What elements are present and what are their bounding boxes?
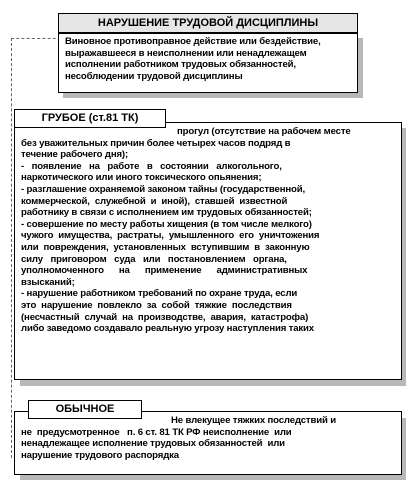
gross-box: [14, 122, 402, 380]
gross-line: - разглашение охраняемой законом тайны (государственной,: [21, 183, 305, 195]
gross-line: - появление на работе в состоянии алкогольного,: [21, 160, 282, 172]
connector-line: [11, 38, 61, 39]
ordinary-box: [14, 411, 402, 475]
gross-line: течение рабочего дня);: [21, 149, 129, 161]
connector-line: [11, 38, 12, 458]
gross-line: взысканий;: [21, 276, 75, 288]
gross-line: - нарушение работником требований по охране труда, если: [21, 288, 298, 300]
gross-line: уполномоченного на применение административных: [21, 265, 308, 277]
gross-line: работнику в связи с исполнением им трудовых обязанностей;: [21, 207, 312, 219]
definition-text: [65, 36, 351, 82]
ordinary-label: ОБЫЧНОЕ: [28, 400, 142, 419]
definition-line: выражавшееся в неисполнении или ненадлежащем: [65, 47, 307, 59]
gross-line: или повреждения, установленных вступившим в законную: [21, 241, 310, 253]
definition-line: несоблюдении трудовой дисциплины: [65, 70, 243, 82]
gross-line: коммерческой, служебной и иной), ставшей известной: [21, 195, 288, 207]
gross-line: без уважительных причин более четырех часов подряд в: [21, 137, 291, 149]
gross-line: это нарушение повлекло за собой тяжкие последствия: [21, 299, 292, 311]
gross-line: (несчастный случай на производстве, авария, катастрофа): [21, 311, 309, 323]
gross-line: силу приговором суда или постановлением органа,: [21, 253, 287, 265]
violation-title: НАРУШЕНИЕ ТРУДОВОЙ ДИСЦИПЛИНЫ: [58, 13, 358, 33]
definition-line: исполнении работником трудовых обязанностей,: [65, 59, 296, 71]
gross-line: чужого имущества, растраты, умышленного его уничтожения: [21, 230, 320, 242]
gross-label: ГРУБОЕ (ст.81 ТК): [14, 109, 166, 128]
definition-box: [58, 33, 358, 93]
ordinary-line: Не влекущее тяжких последствий и: [171, 415, 336, 426]
gross-line: наркотического или иного токсического опьянения;: [21, 172, 262, 184]
ordinary-line: нарушение трудового распорядка: [21, 449, 179, 461]
gross-text: [21, 126, 396, 335]
ordinary-text: [21, 415, 396, 461]
ordinary-line: ненадлежащее исполнение трудовых обязанностей или: [21, 438, 285, 450]
gross-line: - совершение по месту работы хищения (в том числе мелкого): [21, 218, 312, 230]
definition-line: Виновное противоправное действие или бездействие,: [65, 36, 321, 47]
gross-line: либо заведомо создавало реальную угрозу наступления таких: [21, 323, 314, 335]
ordinary-line: не предусмотренное п. 6 ст. 81 ТК РФ неисполнение или: [21, 426, 292, 438]
gross-line: прогул (отсутствие на рабочем месте: [177, 126, 351, 137]
